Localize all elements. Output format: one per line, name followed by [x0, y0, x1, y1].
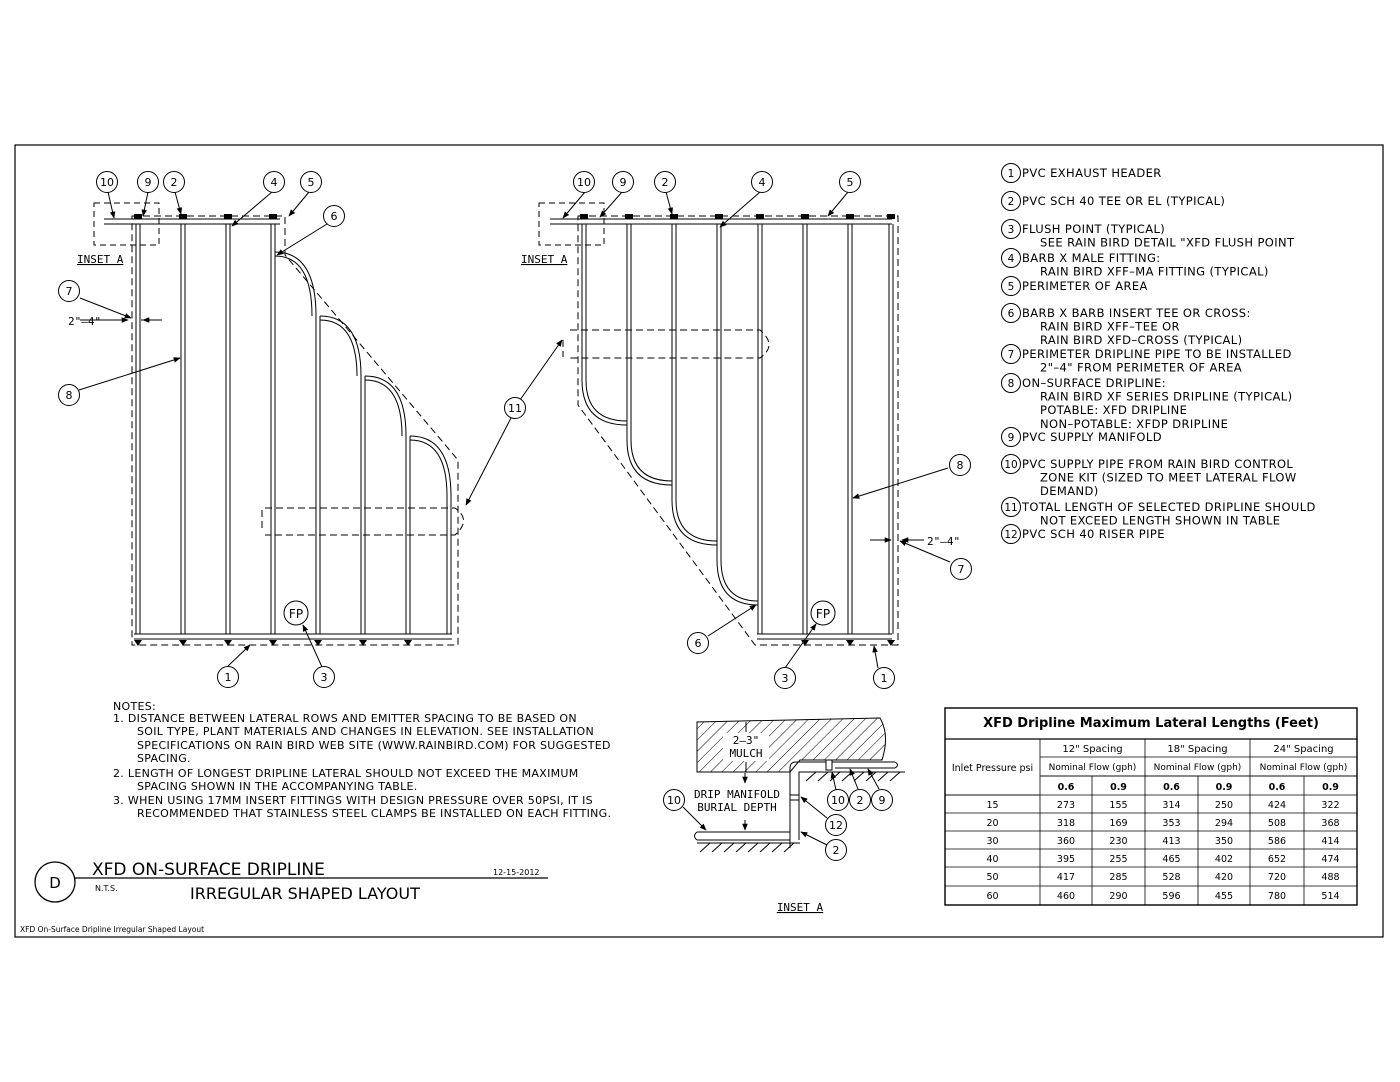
- svg-text:2: 2: [661, 176, 669, 189]
- legend-num: 1: [1007, 168, 1015, 180]
- legend-item: [1002, 277, 1148, 296]
- table-psi: 30: [986, 836, 999, 847]
- flush-point-right: [811, 601, 835, 625]
- mulch-label: MULCH: [729, 747, 763, 760]
- legend-item: [1002, 164, 1162, 183]
- detail-date: 12-15-2012: [493, 868, 540, 877]
- legend-line: RAIN BIRD XFD–CROSS (TYPICAL): [1040, 333, 1243, 348]
- laterals-right: [582, 224, 893, 634]
- callout: [264, 172, 285, 193]
- svg-text:5: 5: [307, 176, 315, 189]
- spacing-label-left: 2"–4": [68, 315, 102, 328]
- table-flow-value: 0.6: [1163, 782, 1180, 793]
- legend-line: RAIN BIRD XFF–TEE OR: [1040, 319, 1180, 334]
- svg-text:7: 7: [957, 563, 965, 576]
- table-flow-header: Nominal Flow (gph): [1259, 763, 1348, 773]
- table-cell: 488: [1321, 872, 1340, 883]
- legend-line: FLUSH POINT (TYPICAL): [1022, 222, 1166, 236]
- table-cell: 420: [1214, 872, 1234, 883]
- svg-text:4: 4: [270, 176, 278, 189]
- legend-item: [1002, 498, 1316, 528]
- legend-line: 2"–4" FROM PERIMETER OF AREA: [1040, 360, 1243, 375]
- table-cell: 294: [1214, 818, 1234, 829]
- legend-item: [1002, 192, 1226, 211]
- table-spacing-header: 24" Spacing: [1273, 744, 1334, 755]
- svg-text:10: 10: [667, 794, 681, 807]
- detail-subtitle: IRREGULAR SHAPED LAYOUT: [190, 884, 420, 903]
- callout: [655, 172, 676, 193]
- note-line: SPECIFICATIONS ON RAIN BIRD WEB SITE (WWW.RAINBIRD.COM) FOR SUGGESTED: [137, 739, 611, 752]
- table-cell: 780: [1267, 891, 1287, 902]
- note-line: 1. DISTANCE BETWEEN LATERAL ROWS AND EMITTER SPACING TO BE BASED ON: [113, 712, 577, 725]
- callout: [752, 172, 773, 193]
- legend: [1002, 164, 1316, 544]
- legend-line: PERIMETER DRIPLINE PIPE TO BE INSTALLED: [1022, 347, 1292, 361]
- legend-num: 5: [1007, 281, 1015, 293]
- table-flow-value: 0.9: [1215, 782, 1233, 793]
- callout: [314, 667, 335, 688]
- svg-text:2: 2: [170, 176, 178, 189]
- svg-text:7: 7: [65, 285, 73, 298]
- note-line: SOIL TYPE, PLANT MATERIALS AND CHANGES IN ELEVATION. SEE INSTALLATION: [137, 725, 595, 738]
- table-psi: 20: [986, 818, 999, 829]
- callout: [574, 172, 595, 193]
- callout: [164, 172, 185, 193]
- table-cell: 652: [1267, 854, 1287, 865]
- inset-a-title: INSET A: [776, 901, 824, 914]
- svg-text:9: 9: [144, 176, 152, 189]
- mulch-depth-label: 2–3": [732, 734, 760, 747]
- legend-item: [1002, 345, 1292, 375]
- table-cell: 155: [1109, 800, 1128, 811]
- legend-line: PVC SUPPLY PIPE FROM RAIN BIRD CONTROL: [1022, 457, 1294, 471]
- table-cell: 353: [1162, 818, 1181, 829]
- notes: [113, 700, 611, 820]
- svg-text:8: 8: [65, 389, 73, 402]
- svg-text:10: 10: [100, 176, 114, 189]
- svg-text:1: 1: [224, 671, 232, 684]
- legend-line: RAIN BIRD XF SERIES DRIPLINE (TYPICAL): [1040, 389, 1293, 404]
- inset-label-left: INSET A: [77, 253, 124, 266]
- table-cell: 230: [1109, 836, 1128, 847]
- legend-line: PVC SUPPLY MANIFOLD: [1022, 430, 1162, 444]
- legend-line: PERIMETER OF AREA: [1022, 279, 1148, 293]
- table-psi: 15: [986, 800, 999, 811]
- table-flow-value: 0.9: [1322, 782, 1339, 793]
- fittings-left: [134, 214, 412, 646]
- legend-line: POTABLE: XFD DRIPLINE: [1040, 403, 1188, 418]
- table-cell: 368: [1321, 818, 1340, 829]
- callout: [874, 668, 895, 689]
- svg-text:10: 10: [577, 176, 591, 189]
- notes-heading: NOTES:: [113, 700, 157, 713]
- callout: [951, 559, 972, 580]
- table-psi: 60: [986, 891, 999, 902]
- svg-text:FP: FP: [288, 607, 304, 621]
- legend-item: [1002, 220, 1296, 250]
- note-line: 2. LENGTH OF LONGEST DRIPLINE LATERAL SHOULD NOT EXCEED THE MAXIMUM: [113, 767, 579, 780]
- svg-text:6: 6: [694, 637, 702, 650]
- svg-text:3: 3: [320, 671, 328, 684]
- callout: [301, 172, 322, 193]
- table-flow-header: Nominal Flow (gph): [1048, 763, 1137, 773]
- svg-text:5: 5: [846, 176, 854, 189]
- perimeter-right: [578, 216, 898, 645]
- svg-text:1: 1: [880, 672, 888, 685]
- inset-label-right: INSET A: [521, 253, 568, 266]
- legend-item: [1002, 249, 1269, 279]
- callout: [840, 172, 861, 193]
- legend-line: SEE RAIN BIRD DETAIL "XFD FLUSH POINT: [1040, 235, 1295, 250]
- legend-num: 6: [1007, 308, 1015, 320]
- right-plan: [466, 192, 960, 668]
- legend-item: [1002, 428, 1162, 447]
- legend-line: PVC SCH 40 TEE OR EL (TYPICAL): [1022, 194, 1226, 208]
- callout: [138, 172, 159, 193]
- table-cell: 514: [1321, 891, 1340, 902]
- svg-text:10: 10: [831, 794, 845, 807]
- table-cell: 465: [1162, 854, 1181, 865]
- supply-manifold-left: [104, 219, 452, 639]
- table-cell: 318: [1056, 818, 1076, 829]
- table-cell: 508: [1267, 818, 1287, 829]
- table-cell: 474: [1321, 854, 1340, 865]
- legend-item: [1002, 455, 1297, 499]
- callout: [218, 667, 239, 688]
- spacing-label-right: 2"–4": [927, 535, 961, 548]
- legend-num: 8: [1007, 378, 1015, 390]
- callout: [97, 172, 118, 193]
- table-psi: 40: [986, 854, 999, 865]
- legend-item: [1002, 525, 1165, 544]
- callout: [775, 668, 796, 689]
- note-line: 3. WHEN USING 17MM INSERT FITTINGS WITH DESIGN PRESSURE OVER 50PSI, IT IS: [113, 794, 593, 807]
- table-cell: 413: [1162, 836, 1181, 847]
- legend-line: NON–POTABLE: XFDP DRIPLINE: [1040, 416, 1229, 431]
- svg-text:6: 6: [330, 210, 338, 223]
- legend-line: TOTAL LENGTH OF SELECTED DRIPLINE SHOULD: [1022, 500, 1316, 514]
- callout: [505, 398, 526, 419]
- table-cell: 314: [1162, 800, 1181, 811]
- table-flow-value: 0.9: [1110, 782, 1127, 793]
- callout: [688, 633, 709, 654]
- legend-num: 12: [1004, 529, 1018, 541]
- title-block: [20, 860, 548, 934]
- table-spacing-header: 12" Spacing: [1062, 744, 1123, 755]
- svg-text:2: 2: [832, 844, 840, 857]
- left-plan: [65, 192, 464, 667]
- table-cell: 285: [1109, 872, 1128, 883]
- table-cell: 290: [1109, 891, 1128, 902]
- table-cell: 395: [1056, 854, 1076, 865]
- table-flow-value: 0.6: [1057, 782, 1075, 793]
- svg-text:8: 8: [956, 459, 964, 472]
- table-cell: 417: [1056, 872, 1076, 883]
- flush-point-left: [284, 601, 308, 625]
- callout: [324, 206, 345, 227]
- svg-text:9: 9: [619, 176, 627, 189]
- table-spacing-header: 18" Spacing: [1167, 744, 1228, 755]
- table-cell: 250: [1214, 800, 1234, 811]
- legend-line: PVC SCH 40 RISER PIPE: [1022, 527, 1165, 541]
- inset-a-detail: [664, 718, 906, 914]
- table-flow-value: 0.6: [1268, 782, 1286, 793]
- table-flow-header: Nominal Flow (gph): [1153, 763, 1242, 773]
- table-cell: 586: [1267, 836, 1287, 847]
- callout: [613, 172, 634, 193]
- callout: [950, 455, 971, 476]
- legend-num: 9: [1007, 432, 1015, 444]
- table-cell: 360: [1056, 836, 1076, 847]
- legend-line: BARB X BARB INSERT TEE OR CROSS:: [1022, 306, 1251, 320]
- legend-line: PVC EXHAUST HEADER: [1022, 166, 1162, 180]
- note-line: RECOMMENDED THAT STAINLESS STEEL CLAMPS BE INSTALLED ON EACH FITTING.: [137, 807, 612, 820]
- note-line: SPACING.: [137, 752, 191, 765]
- svg-text:12: 12: [829, 819, 843, 832]
- legend-line: ON–SURFACE DRIPLINE:: [1022, 376, 1167, 390]
- lateral-length-table: [945, 708, 1357, 905]
- legend-num: 10: [1004, 459, 1018, 471]
- table-cell: 460: [1056, 891, 1076, 902]
- table-title: XFD Dripline Maximum Lateral Lengths (Feet): [983, 716, 1319, 731]
- legend-num: 11: [1004, 502, 1018, 514]
- table-cell: 720: [1267, 872, 1287, 883]
- footer-caption: XFD On-Surface Dripline Irregular Shaped Layout: [20, 925, 205, 934]
- table-cell: 424: [1267, 800, 1287, 811]
- table-cell: 402: [1214, 854, 1234, 865]
- burial-label-1: DRIP MANIFOLD: [693, 788, 781, 801]
- table-cell: 528: [1162, 872, 1181, 883]
- table-row-header: Inlet Pressure psi: [951, 763, 1034, 774]
- svg-text:2: 2: [856, 794, 864, 807]
- table-cell: 255: [1109, 854, 1128, 865]
- table-cell: 169: [1109, 818, 1128, 829]
- svg-text:FP: FP: [815, 607, 831, 621]
- table-cell: 414: [1321, 836, 1340, 847]
- legend-num: 3: [1007, 224, 1015, 236]
- legend-line: RAIN BIRD XFF–MA FITTING (TYPICAL): [1040, 264, 1269, 279]
- legend-num: 4: [1007, 253, 1015, 265]
- callouts: [59, 172, 972, 689]
- laterals-left: [136, 224, 451, 634]
- callout: [59, 281, 80, 302]
- legend-item: [1002, 374, 1293, 431]
- table-psi: 50: [986, 872, 999, 883]
- burial-label-2: BURIAL DEPTH: [697, 801, 777, 814]
- detail-scale: N.T.S.: [95, 884, 118, 893]
- legend-num: 7: [1007, 349, 1015, 361]
- svg-text:9: 9: [878, 794, 886, 807]
- note-line: SPACING SHOWN IN THE ACCOMPANYING TABLE.: [137, 780, 418, 793]
- legend-line: ZONE KIT (SIZED TO MEET LATERAL FLOW: [1040, 470, 1297, 485]
- table-cell: 596: [1162, 891, 1181, 902]
- legend-line: NOT EXCEED LENGTH SHOWN IN TABLE: [1040, 513, 1281, 528]
- callout: [59, 385, 80, 406]
- legend-num: 2: [1007, 196, 1015, 208]
- svg-text:3: 3: [781, 672, 789, 685]
- table-cell: 273: [1056, 800, 1076, 811]
- table-cell: 322: [1321, 800, 1340, 811]
- legend-line: BARB X MALE FITTING:: [1022, 251, 1161, 265]
- detail-letter: D: [49, 874, 61, 892]
- detail-title: XFD ON-SURFACE DRIPLINE: [92, 860, 325, 880]
- svg-text:11: 11: [508, 402, 522, 415]
- legend-item: [1002, 304, 1251, 348]
- svg-text:4: 4: [758, 176, 766, 189]
- table-cell: 350: [1214, 836, 1234, 847]
- table-cell: 455: [1214, 891, 1234, 902]
- legend-line: DEMAND): [1040, 484, 1099, 499]
